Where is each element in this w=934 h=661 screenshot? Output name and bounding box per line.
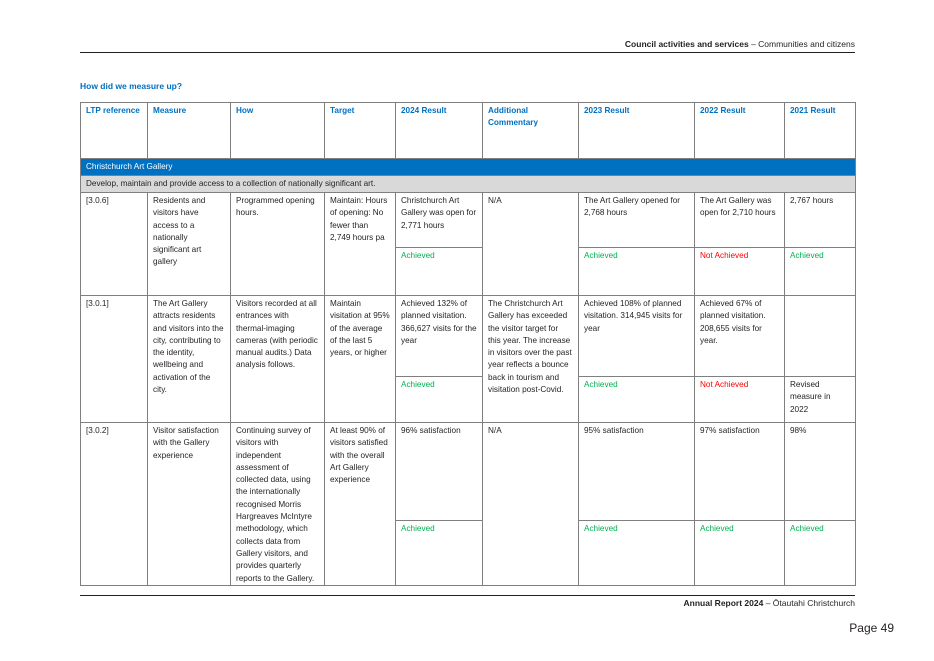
col-header-additional-commentary: Additional Commentary: [483, 103, 579, 159]
cell-commentary: The Christchurch Art Gallery has exceeded the visitor target for this year. The increase in visitors over the past year reflects a bounce back in tourism and visitation post-Covid.: [483, 296, 579, 423]
cell-2021-result: 98%: [785, 423, 856, 521]
cell-2023-result: Achieved 108% of planned visitation. 314,945 visits for year: [579, 296, 695, 377]
table-header-row: [81, 103, 856, 159]
group-title: Christchurch Art Gallery: [81, 159, 856, 176]
status-2024: Achieved: [396, 377, 483, 423]
cell-measure: The Art Gallery attracts residents and visitors into the city, contributing to the identity, wellbeing and activation of the city.: [148, 296, 231, 423]
status-2021: Revised measure in 2022: [785, 377, 856, 423]
cell-how: Continuing survey of visitors with independent assessment of collected data, using the internationally recognised Morris Hargreaves McIntyre methodology, which collects data from Gallery visitors, and provides quarterly reports to the Gallery.: [231, 423, 325, 586]
status-2022: Not Achieved: [695, 248, 785, 296]
group-description: Develop, maintain and provide access to a collection of nationally significant art.: [81, 176, 856, 193]
footer-place: – Ōtautahi Christchurch: [763, 598, 855, 608]
col-header-2021-result: 2021 Result: [785, 103, 856, 159]
cell-measure: Visitor satisfaction with the Gallery experience: [148, 423, 231, 586]
cell-2022-result: The Art Gallery was open for 2,710 hours: [695, 193, 785, 248]
running-header: [625, 39, 855, 49]
col-header-2023-result: 2023 Result: [579, 103, 695, 159]
table-row: [81, 423, 856, 521]
header-rule: [80, 52, 855, 53]
col-header-measure: Measure: [148, 103, 231, 159]
running-footer: [684, 598, 855, 608]
col-header-2022-result: 2022 Result: [695, 103, 785, 159]
col-header-how: How: [231, 103, 325, 159]
footer-rule: [80, 595, 855, 596]
header-subsection: – Communities and citizens: [748, 39, 855, 49]
status-2023: Achieved: [579, 248, 695, 296]
col-header-ltp-reference: LTP reference: [81, 103, 148, 159]
cell-commentary: N/A: [483, 423, 579, 586]
cell-2024-result: Christchurch Art Gallery was open for 2,771 hours: [396, 193, 483, 248]
cell-2022-result: Achieved 67% of planned visitation. 208,655 visits for year.: [695, 296, 785, 377]
cell-measure: Residents and visitors have access to a nationally significant art gallery: [148, 193, 231, 296]
cell-ref: [3.0.1]: [81, 296, 148, 423]
cell-commentary: N/A: [483, 193, 579, 296]
status-2021: Achieved: [785, 248, 856, 296]
cell-how: Programmed opening hours.: [231, 193, 325, 296]
cell-2024-result: 96% satisfaction: [396, 423, 483, 521]
cell-target: At least 90% of visitors satisfied with the overall Art Gallery experience: [325, 423, 396, 586]
table-row: [81, 296, 856, 377]
col-header-target: Target: [325, 103, 396, 159]
status-2021: Achieved: [785, 520, 856, 585]
header-section: Council activities and services: [624, 39, 749, 49]
cell-ref: [3.0.2]: [81, 423, 148, 586]
cell-2023-result: 95% satisfaction: [579, 423, 695, 521]
group-row: [81, 159, 856, 176]
cell-target: Maintain visitation at 95% of the average of the last 5 years, or higher: [325, 296, 396, 423]
cell-target: Maintain: Hours of opening: No fewer than 2,749 hours pa: [325, 193, 396, 296]
cell-2023-result: The Art Gallery opened for 2,768 hours: [579, 193, 695, 248]
description-row: [81, 176, 856, 193]
status-2023: Achieved: [579, 520, 695, 585]
status-2024: Achieved: [396, 520, 483, 585]
page-number: Page 49: [849, 621, 894, 635]
cell-2021-result: 2,767 hours: [785, 193, 856, 248]
status-2023: Achieved: [579, 377, 695, 423]
footer-report-title: Annual Report 2024: [683, 598, 764, 608]
cell-ref: [3.0.6]: [81, 193, 148, 296]
col-header-2024-result: 2024 Result: [396, 103, 483, 159]
status-2022: Not Achieved: [695, 377, 785, 423]
cell-2024-result: Achieved 132% of planned visitation. 366,627 visits for the year: [396, 296, 483, 377]
section-heading: How did we measure up?: [80, 81, 183, 91]
performance-table: [80, 102, 856, 586]
table-row: [81, 193, 856, 248]
cell-2021-result: [785, 296, 856, 377]
cell-how: Visitors recorded at all entrances with thermal-imaging cameras (with periodic manual audits.) Data analysis follows.: [231, 296, 325, 423]
status-2024: Achieved: [396, 248, 483, 296]
status-2022: Achieved: [695, 520, 785, 585]
cell-2022-result: 97% satisfaction: [695, 423, 785, 521]
